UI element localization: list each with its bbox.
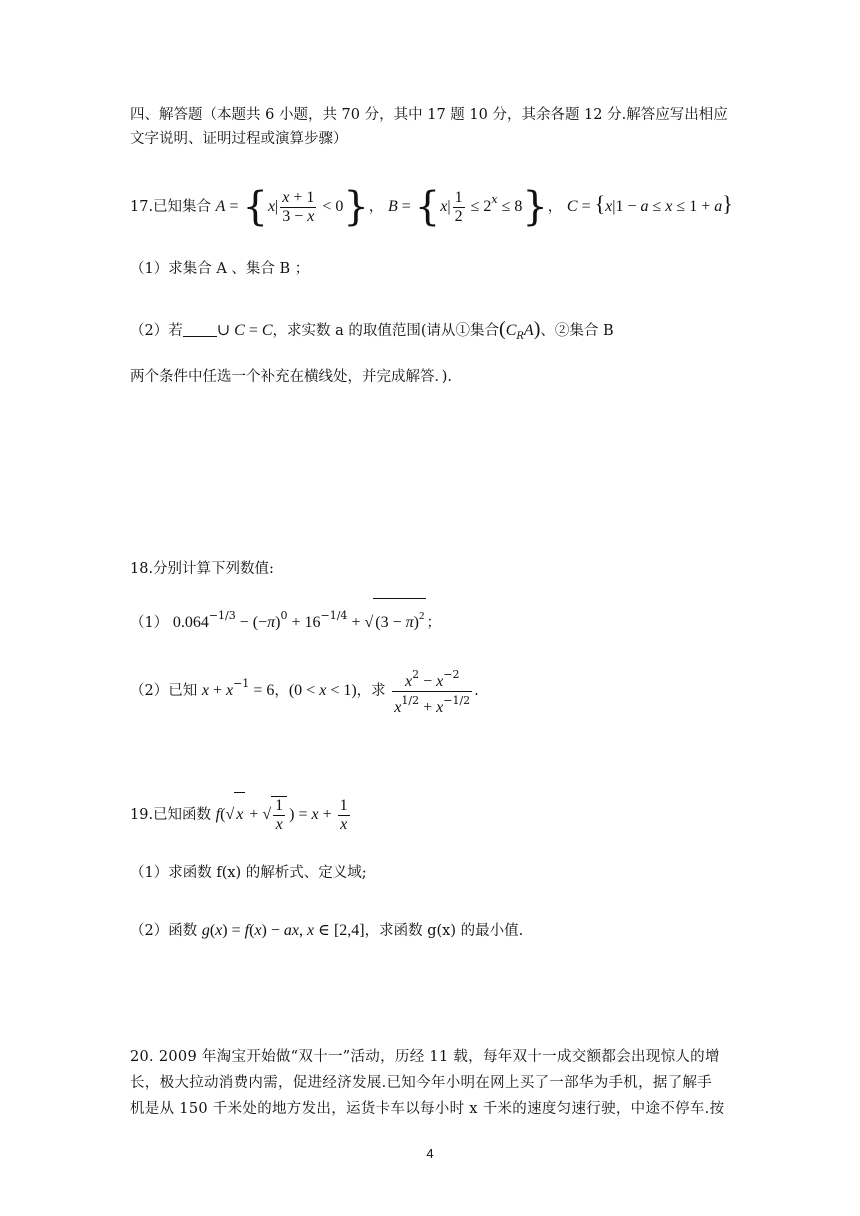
q19-part1: （1）求函数 f(x) 的解析式、定义域; xyxy=(130,865,367,881)
q18-part2-range: (0 < x < 1) xyxy=(288,682,357,699)
set-a-formula: A = {x| $\frac{x + 1}{3 - x}$ < 0} xyxy=(215,184,369,230)
q17-part2-b: ，求实数 a 的取值范围(请从①集合 xyxy=(272,323,500,339)
q18-part2-fraction: $\frac{x^2 - x^{-2}}{x^{1/2} + x^{-1/2}}$ xyxy=(394,667,471,716)
q17-statement: 17.已知集合 A = {x| $\frac{x + 1}{3 - x}$ < 0}， B = {x| $\frac{1}{2}$ ≤ $2^x \le 8$}， C = {x|1 − a ≤ x ≤ 1 + a} xyxy=(130,184,733,230)
union-c-eq-c: ∪ C = C xyxy=(216,322,273,339)
q19-formula: f(√ x + √ $\frac{1}{x}$ ) = x + $\frac{1}{x}$ xyxy=(216,807,352,823)
section-header-line2: 文字说明、证明过程或演算步骤） xyxy=(130,131,348,147)
q19-part2-a: （2）函数 xyxy=(130,923,198,939)
page-number: 4 xyxy=(426,1146,434,1161)
q18-part1-formula: $0.064^{-1/3} - (-\pi)^0 + 16^{-1/4}$ + √ $(3 - \pi)^2$ xyxy=(173,615,427,631)
set-b-formula: B = {x| $\frac{1}{2}$ ≤ $2^x \le 8$} xyxy=(387,184,548,230)
section-header-line1: 四、解答题（本题共 6 小题，共 70 分，其中 17 题 10 分，其余各题 12 分.解答应写出相应 xyxy=(130,107,728,123)
complement-a: A xyxy=(523,322,534,339)
q20-line2: 长，极大拉动消费内需，促进经济发展.已知今年小明在网上买了一部华为手机，据了解手 xyxy=(130,1075,713,1091)
q18-part2-condition: $x + x^{-1} = 6$ xyxy=(201,677,275,699)
q17-prefix: 17.已知集合 xyxy=(130,199,212,215)
q17-part2 xyxy=(130,318,614,348)
q20-line3: 机是从 150 千米处的地方发出，运货卡车以每小时 x 千米的速度匀速行驶，中途不停车.按 xyxy=(130,1101,725,1117)
q19-part2 xyxy=(130,920,523,942)
q17-part2-line2: 两个条件中任选一个补充在横线处，并完成解答．). xyxy=(130,369,453,385)
q18-part2-mid: ，求 xyxy=(356,683,386,699)
q20-line1: 20. 2009 年淘宝开始做“双十一”活动，历经 11 载，每年双十一成交额都会出现惊人的增 xyxy=(130,1049,720,1065)
q18-part1-label: （1） xyxy=(130,615,169,631)
q18-part1 xyxy=(130,598,441,632)
q18-part1-end: ； xyxy=(426,615,441,631)
q18-title: 18.分别计算下列数值: xyxy=(130,561,274,577)
answer-blank xyxy=(183,322,217,337)
q17-part2-c: 、②集合 B xyxy=(540,323,614,339)
q19-prefix: 19.已知函数 xyxy=(130,807,212,823)
q17-part1: （1）求集合 A 、集合 B ； xyxy=(130,261,310,277)
q17-part2-a: （2）若 xyxy=(130,323,183,339)
q18-part2-label: （2）已知 xyxy=(130,683,198,699)
q18-part2: （2）已知 $x + x^{-1} = 6$，(0 < x < 1)，求 $\frac{x^2 - x^{-2}}{x^{1/2} + x^{-1/2}}$ . xyxy=(130,667,479,716)
set-c-formula: C = {x|1 − a ≤ x ≤ 1 + a} xyxy=(566,191,733,216)
complement-close: ) xyxy=(533,318,541,340)
complement-formula: ( xyxy=(499,318,506,340)
q19-part2-b: ，求函数 g(x) 的最小值. xyxy=(364,923,524,939)
complement-c: C xyxy=(505,322,517,339)
q19-part2-formula: g(x) = f(x) − ax, x ∈ [2,4] xyxy=(201,922,365,939)
complement-sub-r: R xyxy=(516,331,524,342)
q18-part2-end: . xyxy=(474,683,479,699)
q19-statement xyxy=(130,792,352,836)
